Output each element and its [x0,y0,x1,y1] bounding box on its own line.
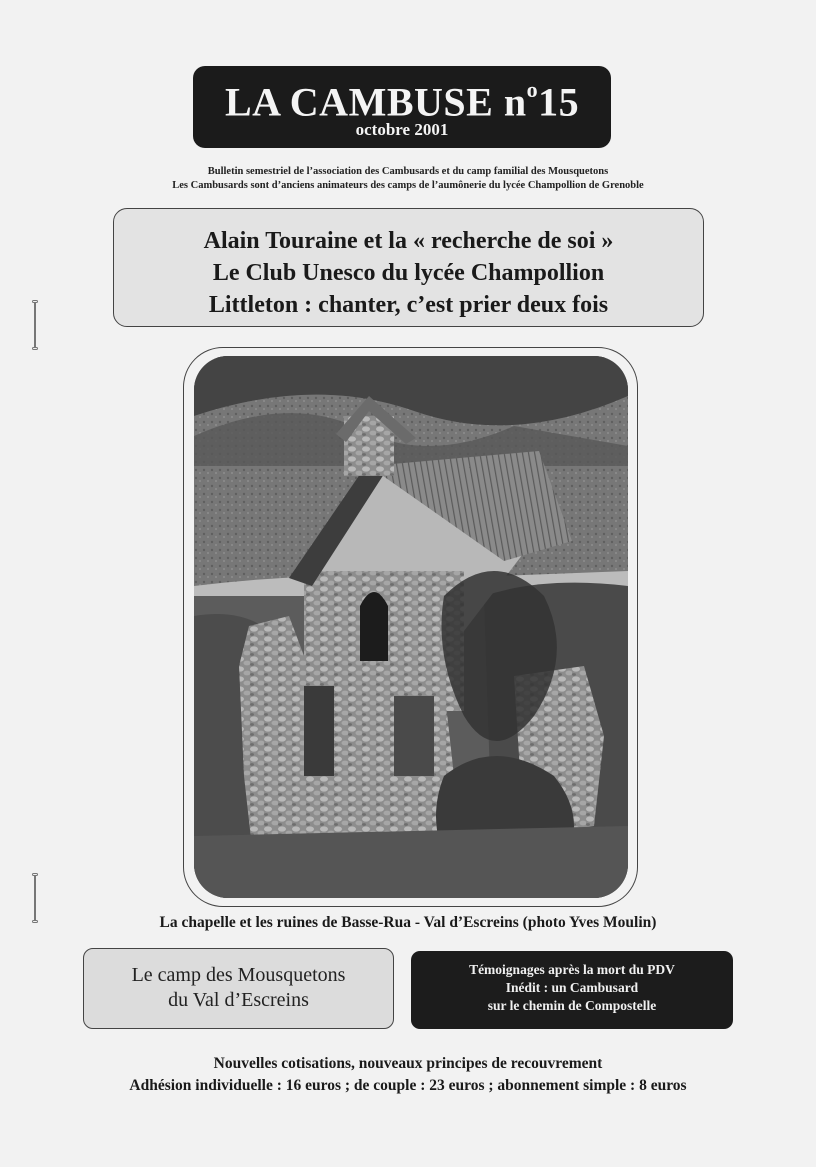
headline-littleton: Littleton : chanter, c’est prier deux fois [208,292,609,318]
headline-touraine: Alain Touraine et la « recherche de soi » [203,228,614,254]
page-title: LA CAMBUSE $n^o15$ [224,77,580,125]
testimony-line-2: Inédit : un Cambusard [505,980,639,995]
testimony-line-3: sur le chemin de Compostelle [487,998,657,1013]
masthead [193,66,611,148]
staple-top [34,303,36,347]
camp-box-line-2: du Val d’Escreins [168,989,309,1011]
footer-line-2: Adhésion individuelle : 16 euros ; de couple : 23 euros ; abonnement simple : 8 euros [129,1077,687,1094]
issue-number: 15 [538,79,580,125]
headline-unesco: Le Club Unesco du lycée Champollion [212,260,605,286]
headlines-box [113,208,704,327]
photo-caption: La chapelle et les ruines de Basse-Rua - Val d’Escreins (photo Yves Moulin) [159,914,657,931]
testimony-box [411,951,733,1029]
title-superscript: o [526,77,539,102]
footer-line-1: Nouvelles cotisations, nouveaux principes de recouvrement [213,1055,603,1072]
camp-box-line-1: Le camp des Mousquetons [131,964,346,986]
chapel-photo [194,356,628,898]
testimony-line-1: Témoignages après la mort du PDV [469,962,675,977]
camp-box [83,948,394,1029]
issue-date: octobre 2001 [355,120,449,139]
subtitle-line-1: Bulletin semestriel de l’association des Cambusards et du camp familial des Mousquetons [207,166,609,177]
subtitle-line-2: Les Cambusards sont d’anciens animateurs des camps de l’aumônerie du lycée Champollion de Grenoble [172,180,644,191]
staple-bottom [34,876,36,920]
